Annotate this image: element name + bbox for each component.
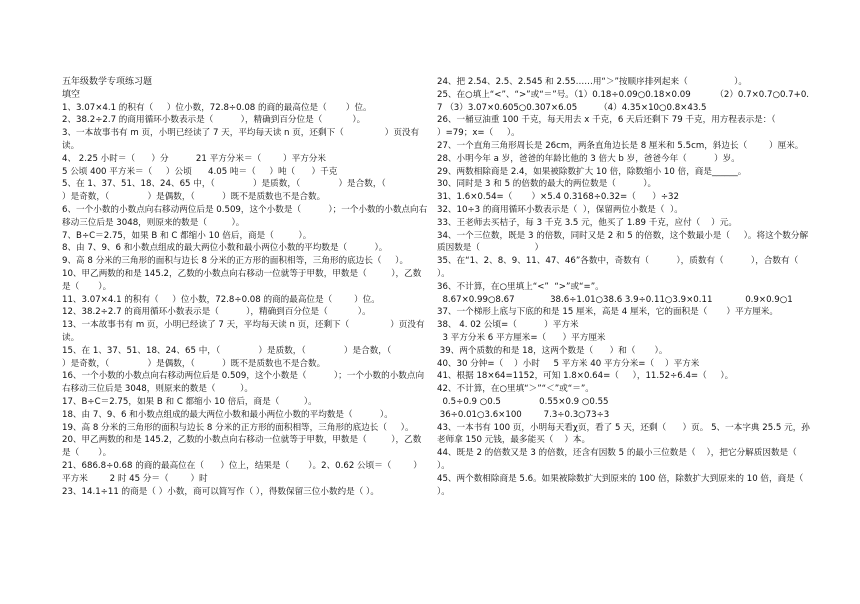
question-line: 1、3.07×4.1 的积有（ ）位小数，72.8÷0.08 的商的最高位是（ ）位。 bbox=[62, 102, 372, 113]
question-line: 19、高 8 分米的三角形的面积与边长 8 分米的正方形的面积相等，三角形的底边长（ ）。 bbox=[62, 422, 414, 433]
question-line: 18、由 7、9、6 和小数点组成的最大两位小数和最小两位小数的平均数是（ ）。 bbox=[62, 409, 393, 420]
section-label: 填空 bbox=[62, 89, 81, 100]
question-line: 40、30 分钟=（ ）小时 5 平方米 40 平方分米=（ ）平方米 bbox=[437, 358, 700, 369]
question-line: 28、小明今年 a 岁，爸爸的年龄比他的 3 倍大 b 岁，爸爸今年（ ）岁。 bbox=[437, 153, 740, 164]
right-column bbox=[437, 76, 852, 498]
left-column bbox=[62, 76, 438, 498]
question-line: 13、一本故事书有 m 页，小明已经读了 7 天，平均每天读 n 页，还剩下（ ）页没有读。 bbox=[62, 320, 425, 343]
question-line: 15、在 1、37、51、18、24、65 中，（ ）是质数，（ ）是合数，（ ）是奇数，（ ）是偶数，（ ）既不是质数也不是合数。 bbox=[62, 345, 438, 369]
question-line: 42、不计算，在○里填“＞”“＜”或“＝”。 bbox=[437, 384, 594, 395]
question-line: 5、在 1、37、51、18、24、65 中，（ ）是质数，（ ）是合数，（ ）是奇数，（ ）是偶数，（ ）既不是质数也不是合数。 bbox=[62, 179, 433, 203]
question-line: 9、高 8 分米的三角形的面积与边长 8 分米的正方形的面积相等，三角形的底边长（ ）。 bbox=[62, 256, 409, 267]
left-question-list bbox=[62, 102, 438, 499]
question-line: 0.5÷0.9 ○0.5 0.55×0.9 ○0.55 bbox=[437, 396, 609, 407]
question-line: 43、一本书有 100 页，小明每天看χ页，看了 5 天，还剩（ ）页。 5、一本字典 25.5 元，孙老师拿 150 元钱，最多能买（ ）本。 bbox=[437, 422, 810, 446]
question-line: 33、王老师去买桔子，每 3 千克 3.5 元，他买了 1.89 千克，应付（ ）元。 bbox=[437, 217, 737, 228]
question-line: 10、甲乙两数的和是 145.2，乙数的小数点向右移动一位就等于甲数，甲数是（ ），乙数是（ ）。 bbox=[62, 268, 422, 292]
question-line: 45、两个数相除商是 5.6。如果被除数扩大到原来的 100 倍，除数扩大到原来的 10 倍，商是（ ）。 bbox=[437, 473, 828, 497]
question-line: 31、1.6×0.54=（ ）×5.4 0.3168÷0.32=（ ）÷32 bbox=[437, 192, 679, 203]
question-line: 6、一个小数的小数点向右移动两位后是 0.509，这个小数是（ ）；一个小数的小数点向右移动三位后是 3048，则原来的数是（ ）。 bbox=[62, 204, 428, 228]
question-line: 27、一个直角三角形周长是 26cm，两条直角边长是 8 厘米和 5.5cm，斜边长（ ）厘米。 bbox=[437, 140, 804, 151]
question-line: 20、甲乙两数的和是 145.2，乙数的小数点向右移动一位就等于甲数，甲数是（ ），乙数是（ ）。 bbox=[62, 435, 422, 459]
question-line: 37、一个梯形上底与下底的和是 15 厘米，高是 4 厘米，它的面积是（ ）平方厘米。 bbox=[437, 307, 778, 318]
question-line: 41、根据 18×64=1152，可知 1.8×0.64=（ ），11.52÷6.4=（ ）。 bbox=[437, 371, 734, 382]
question-line: 35、在“1、2、8、9、11、47、46”各数中，奇数有（ ），质数有（ ），合数有（ ）。 bbox=[437, 256, 826, 279]
question-line: 5 公顷 400 平方米＝（ ）公顷 4.05 吨＝（ ）吨（ ）千克 bbox=[62, 166, 338, 177]
question-line: 29、两数相除商是 2.4，如果被除数扩大 10 倍，除数缩小 10 倍，商是______。 bbox=[437, 166, 747, 177]
worksheet-title: 五年级数学专项练习题 bbox=[62, 77, 153, 87]
question-line: 3、一本故事书有 m 页，小明已经读了 7 天，平均每天读 n 页，还剩下（ ）页没有读。 bbox=[62, 128, 420, 151]
question-line: 39、两个质数的和是 18，这两个数是（ ）和（ ）。 bbox=[437, 345, 668, 356]
question-line: 25、在○填上“<”、“>”或“＝”号。（1）0.18÷0.09○0.18×0.09 （2）0.7×0.7○0.7+0.7 （3）3.07×0.605○0.307×6.05 （4）4.35×10○0.8×43.5 bbox=[437, 89, 810, 113]
question-line: 8、由 7、9、6 和小数点组成的最大两位小数和最小两位小数的平均数是（ ）。 bbox=[62, 243, 388, 254]
question-line: 4、 2.25 小时＝（ ）分 21 平方分米＝（ ）平方分米 bbox=[62, 153, 326, 164]
question-line: 11、3.07×4.1 的积有（ ）位小数，72.8÷0.08 的商的最高位是（ ）位。 bbox=[62, 294, 380, 305]
question-line: 16、一个小数的小数点向右移动两位后是 0.509，这个小数是（ ）；一个小数的小数点向右移动三位后是 3048，则原来的数是（ ）。 bbox=[62, 371, 425, 395]
question-line: 3 平方分米 6 平方厘米=（ ）平方厘米 bbox=[437, 332, 606, 343]
question-line: 23、14.1÷11 的商是（ ）小数，商可以简写作（ ），得数保留三位小数约是（ ）。 bbox=[62, 486, 379, 497]
question-line: 32、10÷3 的商用循环小数表示是（ ），保留两位小数是（ ）。 bbox=[437, 204, 683, 215]
question-line: 34、一个三位数，既是 3 的倍数，同时又是 2 和 5 的倍数，这个数最小是（ ）。将这个数分解质因数是（ ） bbox=[437, 230, 809, 254]
question-line: 30、同时是 3 和 5 的倍数的最大的两位数是（ ）。 bbox=[437, 179, 657, 190]
question-line: 12、38.2÷2.7 的商用循环小数表示是（ ），精确到百分位是（ ）。 bbox=[62, 307, 371, 318]
right-question-list bbox=[437, 76, 852, 498]
question-line: 24、把 2.54、2.5、2.545 和 2.55……用“＞”按顺序排列起来（ ）。 bbox=[437, 77, 747, 87]
question-line: 17、B÷C＝2.75，如果 B 和 C 都缩小 10 倍后，商是（ ）。 bbox=[62, 396, 317, 407]
question-line: 21、686.8÷0.68 的商的最高位在（ ）位上，结果是（ ）。2、0.62 公顷＝（ ）平方米 2 时 45 分＝（ ）时 bbox=[62, 460, 422, 484]
question-line: 2、38.2÷2.7 的商用循环小数表示是（ ），精确到百分位是（ ）。 bbox=[62, 115, 366, 126]
question-line: 36、不计算，在○里填上“<” “>”或“=”。 bbox=[437, 281, 604, 292]
question-line: 44、既是 2 的倍数又是 3 的倍数，还含有因数 5 的最小三位数是（ ），把它分解质因数是（ ）。 bbox=[437, 448, 852, 471]
question-line: 7、B÷C＝2.75，如果 B 和 C 都缩小 10 倍后，商是（ ）。 bbox=[62, 230, 312, 241]
question-line: 26、一桶豆油重 100 千克，每天用去 x 千克，6 天后还剩下 79 千克，用方程表示是：（ ）=79；x=（ ）。 bbox=[437, 115, 828, 139]
question-line: 36÷0.01○3.6×100 7.3÷0.3○73÷3 bbox=[437, 409, 610, 420]
question-line: 8.67×0.99○8.67 38.6÷1.01○38.6 3.9÷0.11○3.9×0.11 0.9×0.9○1 bbox=[437, 294, 793, 305]
question-line: 38、 4. 02 公顷=（ ）平方米 bbox=[437, 320, 579, 331]
